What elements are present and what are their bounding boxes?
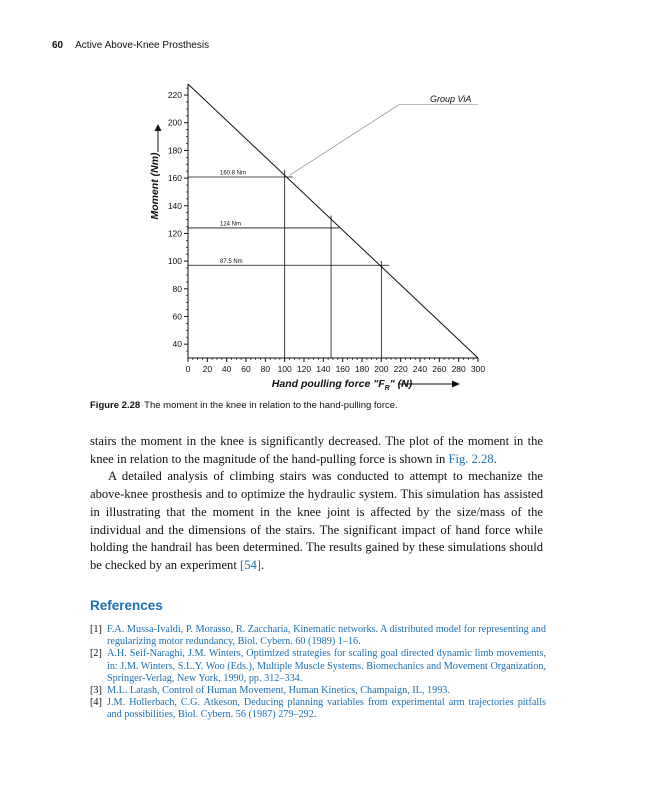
paragraph-1-text: stairs the moment in the knee is significantly decreased. The plot of the moment in the knee in relation to the magnitude of the hand-pulling force is shown in [90, 434, 543, 466]
reference-number: [3] [90, 685, 102, 697]
reference-number: [1] [90, 624, 102, 635]
x-axis-label-main: Hand poulling force "F [271, 378, 385, 390]
x-axis-label-tail: " (N) [389, 378, 413, 390]
y-tick-label: 100 [167, 256, 182, 267]
x-tick-label: 20 [202, 364, 213, 374]
figure-label: Figure 2.28 [90, 400, 141, 411]
y-tick-label: 180 [167, 145, 182, 156]
running-title: Active Above-Knee Prosthesis [75, 40, 210, 51]
x-tick-label: 0 [185, 364, 191, 374]
paragraph-1 [90, 433, 543, 468]
x-tick-label: 220 [393, 364, 408, 374]
references-list [90, 624, 546, 722]
y-axis-arrow-head [155, 124, 162, 131]
series-label: Group ViA [430, 93, 472, 104]
page-number: 60 [52, 40, 64, 51]
y-tick-label: 120 [167, 228, 182, 239]
x-tick-label: 40 [221, 364, 232, 374]
annotation-label: 124 Nm [220, 221, 242, 228]
paragraph-2-text: A detailed analysis of climbing stairs was conducted to attempt to mechanize the above-knee prosthesis and to optimize the hydraulic system. This simulation has assisted in illustrating that the moment in the knee joint is affected by the size/mass of the individual and the dimensions of the stairs. The significant impact of hand force while holding the handrail has been determined. The results gained by these simulations should be checked by an experiment [90, 469, 543, 572]
paragraph-2-end: . [261, 557, 265, 572]
reference-text: M.L. Latash, Control of Human Movement, Human Kinetics, Champaign, IL, 1993. [107, 685, 450, 697]
y-tick-label: 160 [167, 173, 182, 184]
figure-caption-text: The moment in the knee in relation to the hand-pulling force. [144, 400, 398, 411]
x-tick-label: 200 [374, 364, 389, 374]
paragraph-2 [90, 468, 543, 574]
x-tick-label: 260 [432, 364, 447, 374]
x-tick-label: 280 [451, 364, 466, 374]
reference-item[interactable] [90, 648, 546, 685]
x-tick-label: 180 [354, 364, 370, 374]
paragraph-1-end: . [493, 451, 497, 466]
annotation-label: 87.5 Nm [220, 258, 243, 265]
reference-item[interactable] [90, 697, 546, 721]
chart-annotation-lines [188, 170, 389, 358]
y-tick-label: 80 [172, 283, 182, 294]
x-tick-label: 120 [296, 364, 312, 374]
y-tick-label: 200 [167, 117, 182, 128]
reference-text: A.H. Seif-Naraghi, J.M. Winters, Optimized strategies for scaling goal directed dynamic limb movements, in: J.M. Winters, S.L.Y. Woo (Eds.), Multiple Muscle Systems. Biomechanics and Movement Organization, Springer-Verlag, New York, 1990, pp. 312–334. [107, 648, 546, 684]
body-text [90, 433, 543, 575]
x-tick-label: 240 [412, 364, 428, 374]
x-tick-label: 60 [241, 364, 251, 374]
reference-text: J.M. Hollerbach, C.G. Atkeson, Deducing planning variables from experimental arm trajectories pitfalls and possibilities, Biol. Cybern. 56 (1987) 279–292. [107, 697, 546, 721]
reference-item[interactable] [90, 685, 546, 697]
y-tick-label: 40 [172, 339, 182, 350]
annotation-label: 160.8 Nm [220, 170, 247, 177]
x-axis-arrow-head [452, 381, 460, 388]
series-label-leader [290, 105, 399, 176]
x-tick-label: 140 [316, 364, 331, 374]
x-axis-label [272, 378, 413, 392]
x-tick-label: 80 [260, 364, 271, 374]
y-axis-label: Moment (Nm) [149, 152, 161, 220]
x-tick-label: 300 [470, 364, 486, 374]
chart-labels [149, 124, 460, 392]
y-tick-label: 140 [167, 200, 182, 211]
chart-axes [168, 84, 486, 374]
citation-link[interactable]: [54] [240, 557, 261, 572]
x-tick-label: 160 [335, 364, 350, 374]
running-header [52, 40, 209, 51]
x-tick-label: 100 [277, 364, 292, 374]
y-tick-label: 220 [167, 90, 182, 101]
references-heading: References [90, 598, 163, 613]
x-axis-label-sub: R [384, 385, 390, 392]
y-tick-label: 60 [172, 311, 182, 322]
figure-link[interactable]: Fig. 2.28 [448, 451, 494, 466]
figure-caption [90, 400, 398, 411]
reference-text: F.A. Mussa-Ivaldi, P. Morasso, R. Zaccharia, Kinematic networks. A distributed model for representing and regularizing motor redundancy, Biol. Cybern. 60 (1989) 1–16. [107, 624, 546, 648]
reference-number: [2] [90, 648, 102, 660]
reference-item[interactable] [90, 624, 546, 648]
moment-force-chart [130, 76, 530, 396]
reference-number: [4] [90, 697, 102, 709]
